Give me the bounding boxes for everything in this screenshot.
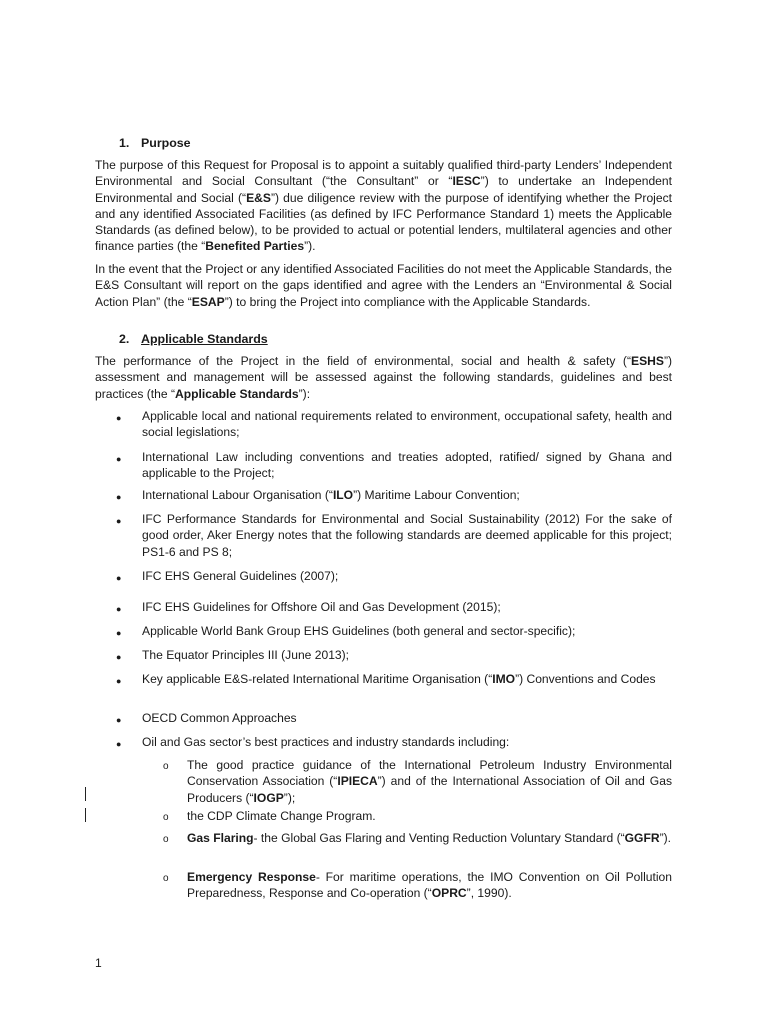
section-1-title: Purpose: [141, 136, 191, 150]
bullet-icon: ●: [116, 413, 122, 423]
sub-list-item: the CDP Climate Change Program.: [187, 809, 376, 823]
text-run: The performance of the Project in the field of environmental, social and health & safety (“: [95, 354, 631, 368]
purpose-paragraph-1: [95, 157, 672, 255]
text-run: ”).: [304, 239, 316, 254]
revision-marker: [85, 808, 86, 822]
sub-list-item: [187, 830, 672, 846]
bold-term-ggfr: GGFR: [624, 831, 660, 845]
bullet-icon: ●: [116, 715, 122, 725]
bold-term-iogp: IOGP: [253, 790, 284, 805]
list-item: Applicable World Bank Group EHS Guidelines (both general and sector-specific);: [142, 624, 576, 638]
list-item: [142, 671, 672, 687]
bullet-icon: ●: [116, 739, 122, 749]
text-run: - For maritime operations, the IMO Convention on Oil Pollution Preparedness, Response and Co-operation (“: [187, 870, 672, 901]
list-item: IFC EHS General Guidelines (2007);: [142, 569, 339, 583]
section-2-title: Applicable Standards: [141, 332, 268, 346]
bold-term-esap: ESAP: [191, 294, 225, 309]
text-run: ”) assessment and management will be assessed against the following standards, guidelines and best practices (the “: [95, 354, 672, 401]
bold-lead-emergency-response: Emergency Response: [187, 870, 316, 884]
text-run: ”):: [298, 386, 311, 401]
sub-bullet-icon: o: [163, 812, 169, 823]
section-2-number: 2.: [119, 332, 130, 346]
list-item: IFC Performance Standards for Environmental and Social Sustainability (2012) For the sake of good order, Aker Energy notes that the following standards are deemed applicable for this project; PS1-6 and PS 8;: [142, 512, 672, 559]
bullet-icon: ●: [116, 676, 122, 686]
text-run: International Labour Organisation (“: [142, 488, 333, 502]
text-run: ”) Maritime Labour Convention;: [353, 488, 520, 502]
bullet-icon: ●: [116, 652, 122, 662]
text-run: ”).: [659, 831, 671, 845]
text-run: - the Global Gas Flaring and Venting Reduction Voluntary Standard (“: [253, 831, 625, 845]
bullet-icon: ●: [116, 492, 122, 502]
section-1-heading: [119, 135, 191, 151]
list-item: OECD Common Approaches: [142, 711, 297, 725]
bullet-icon: ●: [116, 454, 122, 464]
text-run: ”) and of the International Association of Oil and Gas Producers (“: [187, 774, 672, 805]
list-item: [142, 487, 672, 503]
bold-term-oprc: OPRC: [431, 886, 467, 901]
list-item: The Equator Principles III (June 2013);: [142, 648, 350, 662]
text-run: ”) to undertake an Independent Environmental and Social (“: [95, 174, 672, 205]
sub-bullet-icon: o: [163, 834, 169, 845]
bold-term-es: E&S: [246, 190, 271, 205]
bold-term-iesc: IESC: [452, 174, 481, 189]
text-run: ”) to bring the Project into compliance with the Applicable Standards.: [224, 294, 591, 309]
section-2-heading: [119, 331, 268, 347]
text-run: The purpose of this Request for Proposal is to appoint a suitably qualified third-party Lenders’ Independent Environmental and Social Consultant (“the Consultant” or “: [95, 158, 672, 189]
bullet-icon: ●: [116, 604, 122, 614]
page-number: 1: [95, 956, 102, 970]
list-item: IFC EHS Guidelines for Offshore Oil and Gas Development (2015);: [142, 600, 501, 614]
sub-bullet-icon: o: [163, 761, 169, 772]
section-1-number: 1.: [119, 136, 130, 150]
text-run: The good practice guidance of the International Petroleum Industry Environmental Conservation Association (“: [187, 758, 672, 789]
sub-list-item: [187, 757, 672, 806]
text-run: Key applicable E&S-related International Maritime Organisation (“: [142, 672, 493, 686]
bold-term-imo: IMO: [492, 672, 516, 686]
bold-term-eshs: ESHS: [631, 354, 664, 368]
revision-marker: [85, 787, 86, 801]
bold-term-ilo: ILO: [332, 488, 354, 502]
bold-term-benefited-parties: Benefited Parties: [205, 239, 305, 254]
purpose-paragraph-2: [95, 261, 672, 310]
bullet-icon: ●: [116, 628, 122, 638]
list-item: Oil and Gas sector’s best practices and industry standards including:: [142, 735, 510, 749]
text-run: ”) due diligence review with the purpose of identifying whether the Project and any identified Associated Facilities (as defined by IFC Performance Standard 1) meets the Applicable Standards (as defined below), to be provided to actual or potential lenders, multilateral agencies and other finance parties (the “: [95, 190, 673, 254]
sub-list-item: [187, 869, 672, 902]
text-run: In the event that the Project or any identified Associated Facilities do not meet the Applicable Standards, the E&S Consultant will report on the gaps identified and agree with the Lenders an “Environmental & Social Action Plan” (the “: [95, 262, 672, 309]
standards-intro-paragraph: [95, 353, 672, 402]
text-run: ”) Conventions and Codes: [515, 672, 656, 686]
bold-term-applicable-standards: Applicable Standards: [174, 386, 299, 401]
bold-lead-gas-flaring: Gas Flaring: [187, 831, 254, 845]
list-item: International Law including conventions and treaties adopted, ratified/ signed by Ghana and applicable to the Project;: [142, 450, 672, 481]
sub-bullet-icon: o: [163, 873, 169, 884]
bold-term-ipieca: IPIECA: [337, 774, 378, 789]
bullet-icon: ●: [116, 516, 122, 526]
list-item: Applicable local and national requirements related to environment, occupational safety, health and social legislations;: [142, 409, 672, 440]
text-run: ”);: [283, 790, 296, 805]
text-run: ”, 1990).: [466, 886, 512, 901]
bullet-icon: ●: [116, 573, 122, 583]
